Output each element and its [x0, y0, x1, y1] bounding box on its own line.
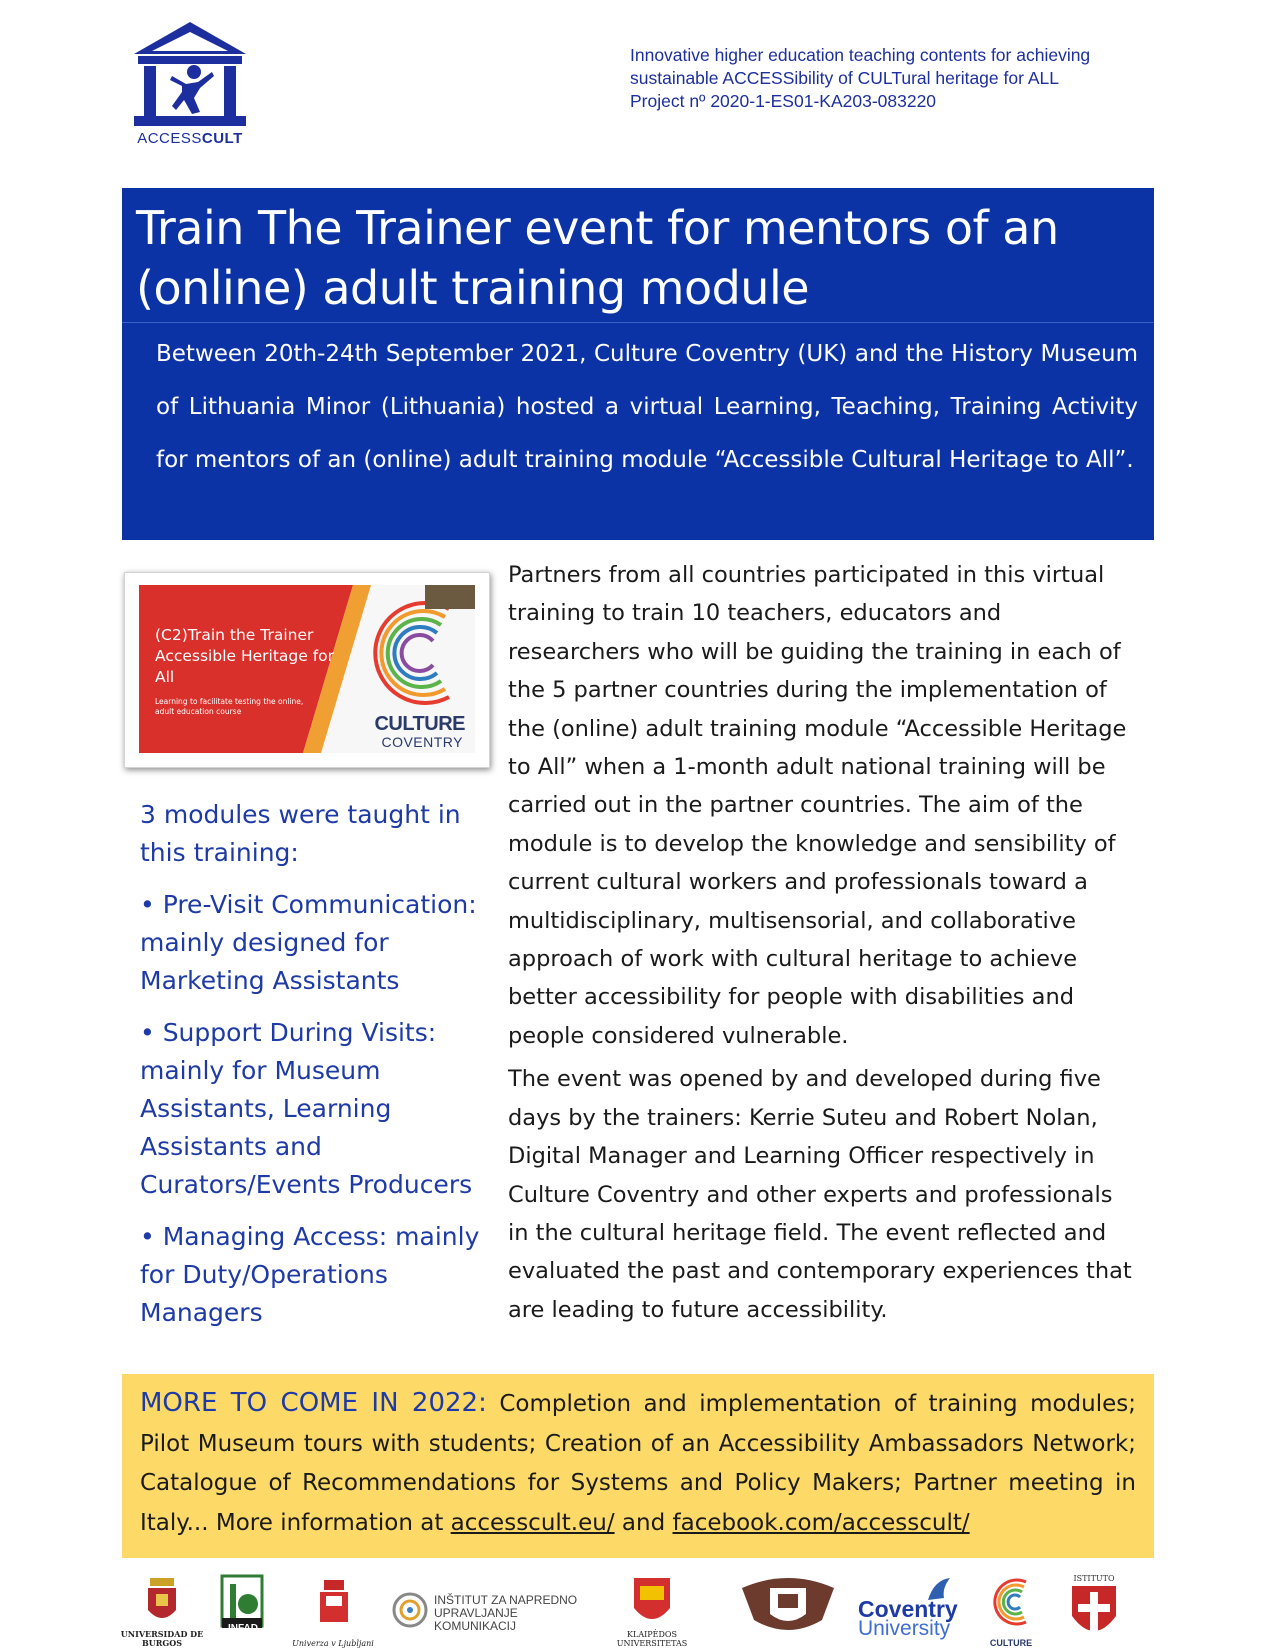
card-subtitle: Learning to facilitate testing the online, adult education course: [155, 697, 304, 716]
partner-infad: [218, 1574, 268, 1648]
partner-istituto-name: ISTITUTO: [1073, 1574, 1115, 1583]
partner-istituto: [1056, 1574, 1132, 1648]
partner-culture-name: CULTURE: [989, 1638, 1033, 1648]
training-image: [139, 585, 475, 753]
page-title: Train The Trainer event for mentors of an (online) adult training module: [136, 201, 1059, 315]
partner-coventry-line-1: Coventry: [858, 1596, 958, 1622]
more-and: and: [614, 1509, 673, 1536]
project-line-3: Project nº 2020-1-ES01-KA203-083220: [630, 91, 937, 111]
banner-intro: Between 20th-24th September 2021, Culture Coventry (UK) and the History Museum of Lithuania Minor (Lithuania) hosted a virtual Learning, Teaching, Training Activity for mentors of an (online) adult training module “Accessible Cultural Heritage to All”.: [156, 341, 1138, 473]
body-paragraph-2: The event was opened by and developed during five days by the trainers: Kerrie Suteu and Robert Nolan, Digital Manager and Learning Officer respectively in Culture Coventry and other experts and professionals in the cultural heritage field. The event reflected and evaluated the past and contemporary experiences that are leading to future accessibility.: [508, 1066, 1132, 1323]
body-paragraph-1: Partners from all countries participated in this virtual training to train 10 teachers, educators and researchers who will be guiding the training in each of the 5 partner countries during the implementation of the (online) adult training module “Accessible Heritage to All” when a 1-month adult national training will be carried out in the partner countries. The aim of the module is to develop the knowledge and sensibility of current cultural workers and professionals toward a multidisciplinary, multisensorial, and collaborative approach of work with cultural heritage to achieve better accessibility for people with disabilities and people considered vulnerable.: [508, 562, 1127, 1049]
partner-history-museum: [736, 1574, 840, 1648]
title-banner: [122, 188, 1154, 540]
card-brand-culture: CULTURE: [374, 713, 465, 735]
project-line-1: Innovative higher education teaching contents for achieving: [630, 45, 1091, 65]
partner-burgos: [120, 1574, 204, 1648]
accesscult-logo: [128, 18, 252, 148]
museum-seal-icon: [736, 1574, 840, 1644]
module-item: • Pre-Visit Communication: mainly designed for Marketing Assistants: [140, 890, 477, 995]
more-body: Completion and implementation of training modules; Pilot Museum tours with students; Creation of an Accessibility Ambassadors Network; Catalogue of Recommendations for Systems and Policy Makers; Partner meeting in Italy... More information at: [140, 1391, 1136, 1536]
card-brand-coventry: COVENTRY: [381, 734, 463, 750]
more-to-come-text: [140, 1384, 1136, 1543]
ljubljana-logo-icon: [278, 1574, 388, 1634]
more-to-come-box: [122, 1374, 1154, 1558]
project-line-2: sustainable ACCESSibility of CULTural heritage for ALL: [630, 68, 1059, 88]
logo-wordmark: ACCESSCULT: [137, 130, 243, 147]
partner-institut-line-1: INŠTITUT ZA NAPREDNO: [434, 1593, 578, 1607]
partner-klaipeda-name: KLAIPĖDOS UNIVERSITETAS: [616, 1630, 688, 1648]
body-text: [508, 556, 1136, 1334]
card-photo-thumbnail: [425, 585, 475, 609]
partner-ljubljana-name: Univerza v Ljubljani: [292, 1639, 374, 1648]
institut-logo-icon: [390, 1590, 430, 1630]
facebook-link[interactable]: facebook.com/accesscult/: [672, 1509, 970, 1536]
module-item: • Managing Access: mainly for Duty/Operations Managers: [140, 1222, 480, 1327]
culture-rings-icon: [976, 1574, 1046, 1630]
modules-list: [140, 796, 492, 1346]
module-item: • Support During Visits: mainly for Museum Assistants, Learning Assistants and Curators/Events Producers: [140, 1018, 473, 1199]
banner-divider: [122, 322, 1154, 323]
partner-coventry-line-2: University: [858, 1617, 951, 1640]
partner-ljubljana: [278, 1574, 388, 1648]
temple-icon: [128, 18, 252, 130]
partner-institut-name: [434, 1594, 590, 1633]
training-image-card: [124, 572, 490, 768]
modules-intro: 3 modules were taught in this training:: [140, 800, 461, 867]
istituto-cross-shield-icon: [1056, 1582, 1132, 1648]
partner-logos: [118, 1574, 1158, 1650]
partner-institut: [390, 1574, 590, 1648]
more-heading: MORE TO COME IN 2022:: [140, 1388, 487, 1418]
partner-klaipeda: [604, 1574, 700, 1648]
project-info: [630, 44, 1150, 113]
partner-institut-line-2: UPRAVLJANJE KOMUNIKACIJ: [434, 1606, 518, 1633]
card-title: (C2)Train the Trainer Accessible Heritage for All: [155, 626, 335, 686]
partner-burgos-name: UNIVERSIDAD DE BURGOS: [120, 1629, 204, 1648]
partner-coventry-university: [858, 1574, 968, 1648]
burgos-crest-icon: [120, 1574, 204, 1630]
klaipeda-crest-icon: [604, 1574, 700, 1634]
accesscult-link[interactable]: accesscult.eu/: [450, 1509, 615, 1536]
partner-infad-name: INFAD: [228, 1623, 258, 1634]
partner-culture-coventry: [976, 1574, 1046, 1648]
